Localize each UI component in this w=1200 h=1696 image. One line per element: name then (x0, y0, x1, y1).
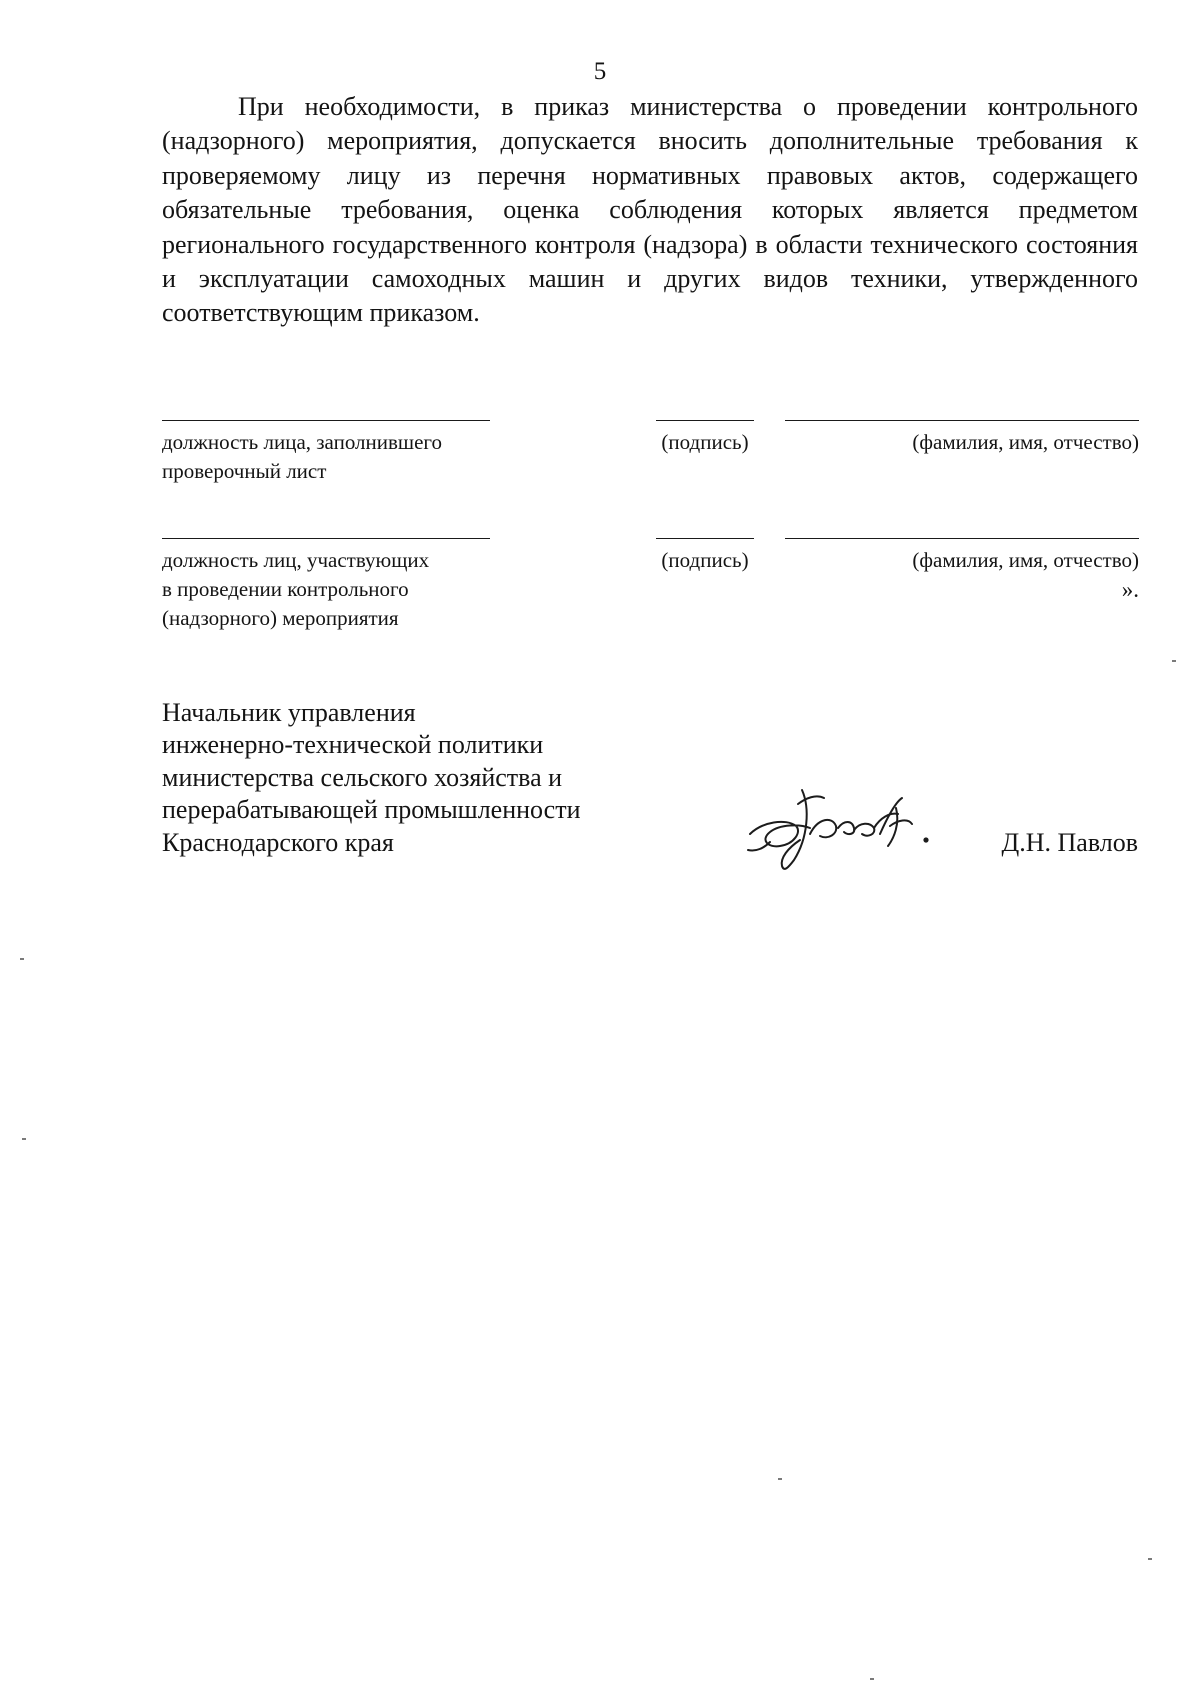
full-name-caption: (фамилия, имя, отчество) (912, 548, 1139, 572)
signer-title-line: Начальник управления (162, 698, 416, 727)
closing-quote-mark: ». (1121, 577, 1139, 602)
signature-line (656, 538, 754, 539)
full-name-caption: (фамилия, имя, отчество) (912, 430, 1139, 454)
handwritten-signature (740, 768, 940, 880)
scan-speck (22, 1138, 26, 1140)
scan-speck (1148, 1558, 1152, 1560)
scan-speck (20, 958, 24, 960)
signature-caption: (подпись) (661, 430, 749, 454)
position-caption: должность лиц, участвующих в проведении контрольного (надзорного) мероприятия (162, 548, 430, 630)
scan-speck (1172, 660, 1176, 662)
full-name-line (785, 538, 1139, 539)
signature-caption: (подпись) (661, 548, 749, 572)
signer-title-line: Краснодарского края (162, 827, 394, 857)
position-caption: должность лица, заполнившего проверочный лист (162, 430, 443, 483)
signer-title-line: перерабатывающей промышленности (162, 795, 581, 825)
signer-title-line: инженерно-технической политики (162, 730, 544, 760)
signer-position-title (162, 697, 581, 859)
signer-title-line: министерства сельского хозяйства и (162, 762, 563, 792)
signature-line (656, 420, 754, 421)
scan-speck (778, 1478, 782, 1480)
page-number: 5 (593, 58, 607, 85)
body-paragraph: При необходимости, в приказ министерства о проведении контрольного (надзорного) мероприятия, допускается вносить дополнительные требования к проверяемому лицу из перечня нормативных правовых актов, содержащего обязательные требования, оценка соблюдения которых является предметом регионального государственного контроля (надзора) в области технического состояния и эксплуатации самоходных машин и других видов техники, утвержденного соответствующим приказом. (162, 92, 1138, 328)
full-name-line (785, 420, 1139, 421)
signer-name: Д.Н. Павлов (1001, 828, 1138, 857)
position-line (162, 538, 490, 539)
scan-speck (870, 1678, 874, 1680)
position-line (162, 420, 490, 421)
